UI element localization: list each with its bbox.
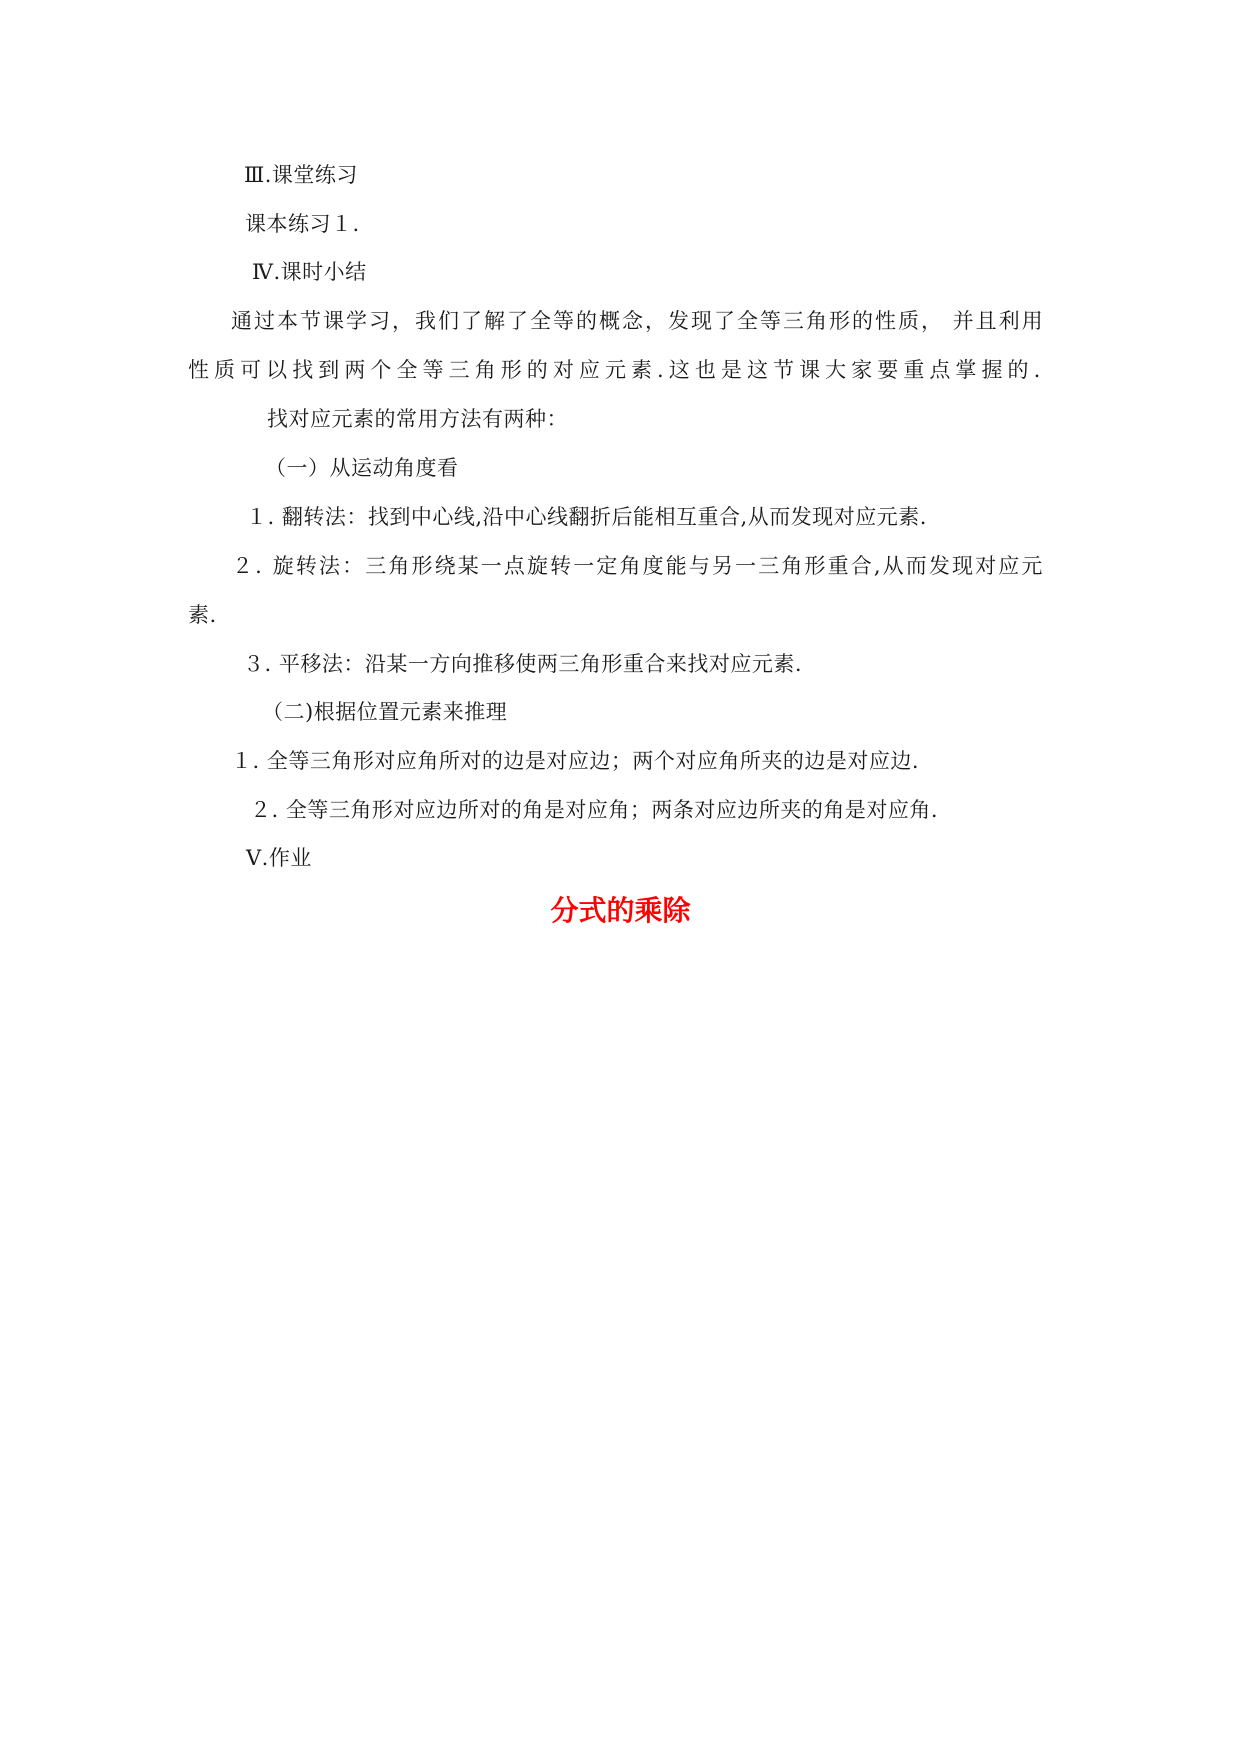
lesson-title: 分式的乘除 (550, 894, 691, 927)
method-flip: １. 翻转法：找到中心线,沿中心线翻折后能相互重合,从而发现对应元素. (246, 505, 927, 529)
textbook-exercise: 课本练习１. (245, 212, 360, 236)
subheading-motion: （一）从运动角度看 (265, 456, 459, 480)
summary-paragraph-line-2: 性质可以找到两个全等三角形的对应元素.这也是这节课大家要重点掌握的. (188, 358, 1046, 382)
method-rotate-line-2: 素. (188, 603, 217, 627)
section-heading-homework: Ⅴ.作业 (246, 846, 312, 870)
methods-intro: 找对应元素的常用方法有两种： (267, 407, 568, 431)
section-heading-practice: Ⅲ.课堂练习 (244, 163, 358, 187)
rule-sides: ２. 全等三角形对应边所对的角是对应角；两条对应边所夹的角是对应角. (250, 798, 939, 822)
rule-angles: １. 全等三角形对应角所对的边是对应边；两个对应角所夹的边是对应边. (231, 749, 920, 773)
summary-paragraph-line-1: 通过本节课学习，我们了解了全等的概念，发现了全等三角形的性质， 并且利用 (231, 309, 1045, 333)
method-translate: ３. 平移法：沿某一方向推移使两三角形重合来找对应元素. (243, 652, 803, 676)
method-rotate-line-1: ２. 旋转法：三角形绕某一点旋转一定角度能与另一三角形重合,从而发现对应元 (232, 554, 1045, 578)
section-heading-summary: Ⅳ.课时小结 (252, 260, 367, 284)
subheading-position: （二)根据位置元素来推理 (262, 700, 508, 724)
